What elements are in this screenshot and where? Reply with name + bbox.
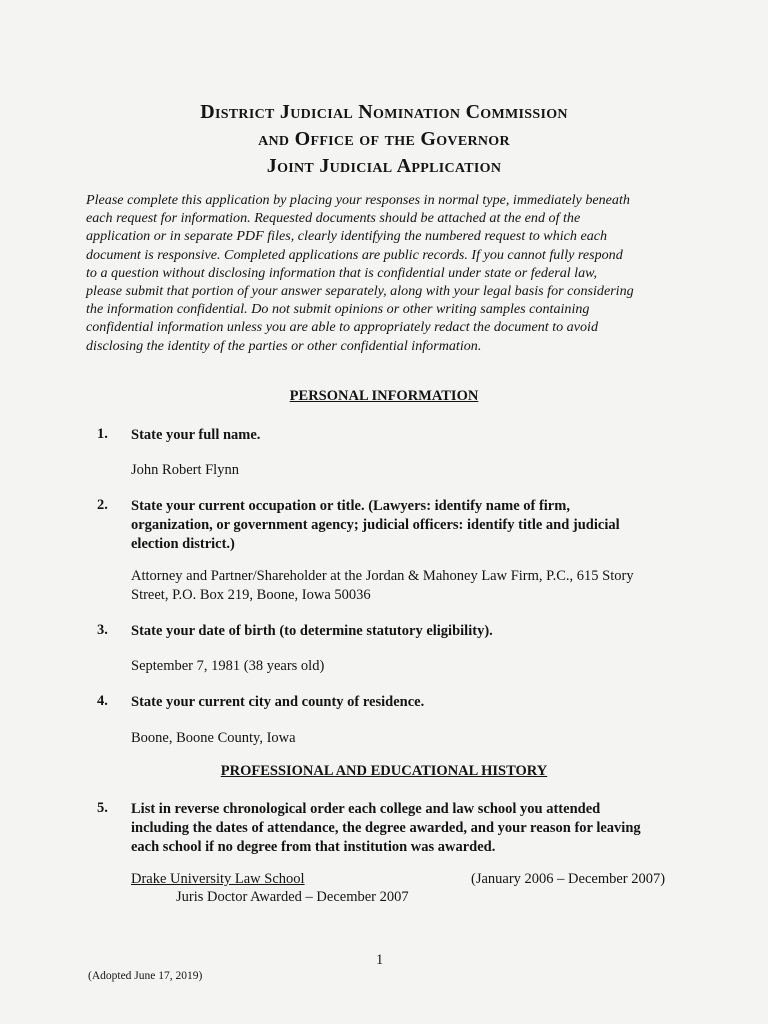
question-line: State your date of birth (to determine statutory eligibility).: [131, 623, 493, 639]
instructions-line: Please complete this application by placing your responses in normal type, immediately beneath: [86, 192, 630, 208]
instructions-line: each request for information. Requested documents should be attached at the end of the: [86, 210, 581, 227]
title-line-3: Joint Judicial Application: [266, 155, 502, 177]
degree-awarded: Juris Doctor Awarded – December 2007: [176, 889, 409, 905]
answer-line: September 7, 1981 (38 years old): [131, 658, 325, 674]
question-line: State your current city and county of residence.: [131, 694, 425, 710]
question-text: [131, 497, 691, 554]
instructions-line: please submit that portion of your answer separately, along with your legal basis for considering: [86, 283, 634, 300]
answer-text: [131, 461, 239, 480]
question-text: [131, 693, 691, 712]
instructions-line: application or in separate PDF files, clearly identifying the numbered request to which each: [86, 228, 608, 245]
instructions-line: the information confidential. Do not submit opinions or other writing samples containing: [86, 301, 590, 318]
question-number: 1.: [97, 426, 108, 442]
instructions-line: disclosing the identity of the parties or other confidential information.: [86, 337, 482, 354]
section-heading-professional: PROFESSIONAL AND EDUCATIONAL HISTORY: [220, 763, 548, 779]
title-line-2: and Office of the Governor: [258, 128, 510, 150]
question-text: [131, 800, 691, 857]
question-number: 3.: [97, 622, 108, 638]
instructions-line: confidential information unless you are able to appropriately redact the document to avoid: [86, 319, 598, 336]
question-line: election district.): [131, 536, 235, 552]
question-line: including the dates of attendance, the degree awarded, and your reason for leaving: [131, 820, 641, 836]
question-number: 2.: [97, 497, 108, 513]
instructions-line: document is responsive. Completed applications are public records. If you cannot fully respond: [86, 246, 623, 263]
answer-line: Street, P.O. Box 219, Boone, Iowa 50036: [131, 587, 371, 603]
question-text: [131, 426, 691, 445]
instructions-line: to a question without disclosing information that is confidential under state or federal law,: [86, 264, 598, 281]
question-text: [131, 622, 691, 641]
answer-text: [131, 567, 634, 605]
answer-line: Attorney and Partner/Shareholder at the Jordan & Mahoney Law Firm, P.C., 615 Story: [131, 568, 634, 584]
answer-line: John Robert Flynn: [131, 462, 239, 478]
section-heading-personal: PERSONAL INFORMATION: [289, 388, 479, 404]
school-name: Drake University Law School: [131, 871, 305, 887]
answer-text: [131, 657, 324, 676]
page-number: 1: [376, 952, 384, 968]
title-line-1: District Judicial Nomination Commission: [200, 101, 568, 123]
attendance-dates: (January 2006 – December 2007): [471, 871, 666, 887]
adopted-date: (Adopted June 17, 2019): [88, 970, 203, 982]
question-line: organization, or government agency; judicial officers: identify title and judicial: [131, 517, 620, 533]
question-line: State your current occupation or title. (Lawyers: identify name of firm,: [131, 498, 570, 514]
question-line: each school if no degree from that institution was awarded.: [131, 839, 496, 855]
question-number: 5.: [97, 800, 108, 816]
question-line: List in reverse chronological order each college and law school you attended: [131, 801, 601, 817]
question-line: State your full name.: [131, 427, 261, 443]
instructions-paragraph: [86, 191, 686, 355]
question-number: 4.: [97, 693, 108, 709]
answer-line: Boone, Boone County, Iowa: [131, 730, 296, 746]
answer-text: [131, 729, 296, 748]
